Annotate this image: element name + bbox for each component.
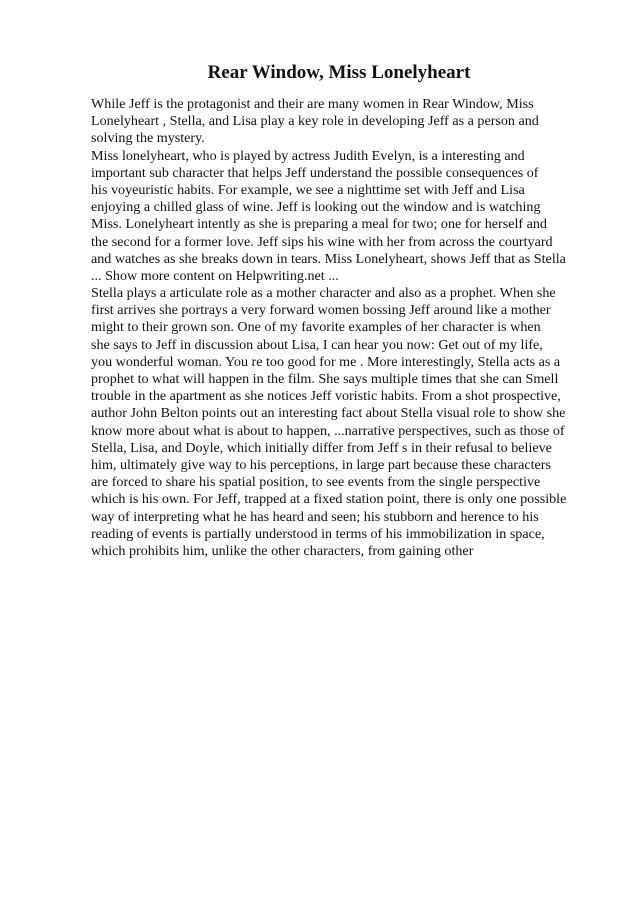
- document-title: Rear Window, Miss Lonelyheart: [207, 62, 471, 83]
- text-line: she says to Jeff in discussion about Lisa, I can hear you now: Get out of my life,: [91, 336, 543, 353]
- text-line: enjoying a chilled glass of wine. Jeff is looking out the window and is watching: [91, 199, 541, 216]
- text-line: know more about what is about to happen, ...narrative perspectives, such as those of: [91, 422, 565, 439]
- text-line: Miss. Lonelyheart intently as she is preparing a meal for two; one for herself and: [91, 216, 547, 233]
- text-line: his voyeuristic habits. For example, we see a nighttime set with Jeff and Lisa: [91, 181, 525, 198]
- text-line: Lonelyheart , Stella, and Lisa play a key role in developing Jeff as a person and: [91, 113, 539, 130]
- text-line: reading of events is partially understood in terms of his immobilization in space,: [91, 525, 545, 542]
- text-line: and watches as she breaks down in tears. Miss Lonelyheart, shows Jeff that as Stella: [91, 250, 566, 267]
- text-line: While Jeff is the protagonist and their are many women in Rear Window, Miss: [91, 96, 534, 112]
- text-line: trouble in the apartment as she notices Jeff voristic habits. From a shot prospective,: [91, 388, 561, 405]
- text-line: important sub character that helps Jeff understand the possible consequences of: [91, 164, 539, 181]
- text-line: Stella, Lisa, and Doyle, which initially differ from Jeff s in their refusal to believe: [91, 439, 552, 456]
- text-line: which prohibits him, unlike the other characters, from gaining other: [91, 542, 474, 559]
- text-line: prophet to what will happen in the film. She says multiple times that she can Smell: [91, 371, 559, 387]
- text-line: you wonderful woman. You re too good for me . More interestingly, Stella acts as a: [91, 353, 561, 370]
- text-line: are forced to share his spatial position, to see events from the single perspective: [91, 474, 541, 491]
- document-body: [91, 96, 591, 560]
- text-line: way of interpreting what he has heard and seen; his stubborn and herence to his: [91, 508, 539, 525]
- text-line: might to their grown son. One of my favorite examples of her character is when: [91, 319, 541, 336]
- text-line: Miss lonelyheart, who is played by actress Judith Evelyn, is a interesting and: [91, 147, 525, 164]
- text-line: which is his own. For Jeff, trapped at a fixed station point, there is only one possible: [91, 491, 567, 508]
- text-line: first arrives she portrays a very forward women bossing Jeff around like a mother: [91, 302, 551, 319]
- show-more-line: ... Show more content on Helpwriting.net ...: [91, 267, 339, 284]
- text-line: author John Belton points out an interesting fact about Stella visual role to show she: [91, 405, 566, 422]
- text-line: the second for a former love. Jeff sips his wine with her from across the courtyard: [91, 233, 553, 250]
- text-line: Stella plays a articulate role as a mother character and also as a prophet. When she: [91, 285, 556, 302]
- text-line: him, ultimately give way to his perceptions, in large part because these characters: [91, 456, 551, 473]
- text-line: solving the mystery.: [91, 130, 205, 147]
